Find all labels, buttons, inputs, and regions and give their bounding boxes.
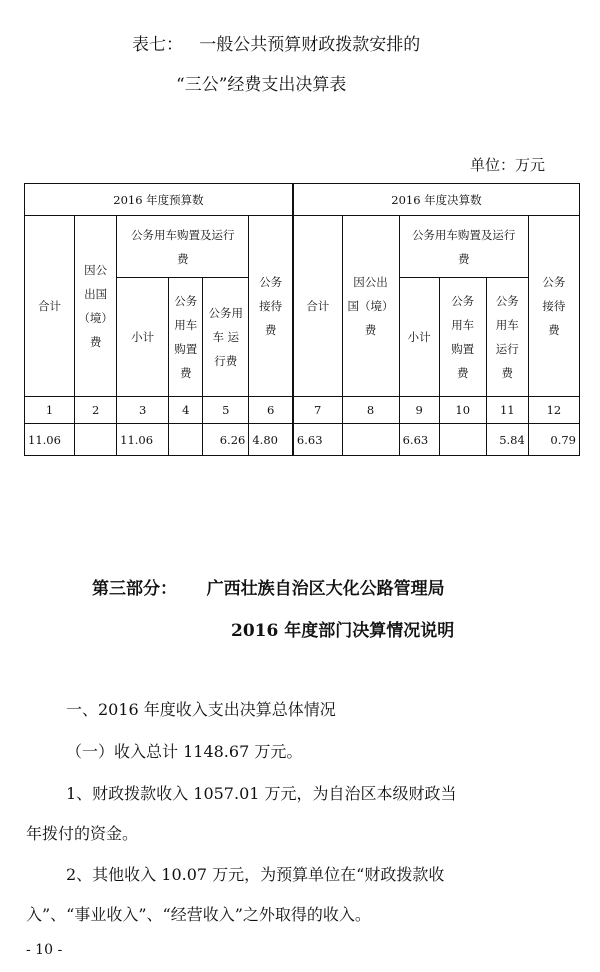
section-subtitle: 2016 年度部门决算情况说明 xyxy=(231,621,455,641)
header-abroad-final: 因公出 国（境） 费 xyxy=(342,216,399,397)
header-subtotal-budget: 小计 xyxy=(117,278,169,397)
paragraph-other-income: 2、其他收入 10.07 万元，为预算单位在“财政拨款收 xyxy=(66,865,445,884)
col-number: 11 xyxy=(486,397,528,424)
col-number: 7 xyxy=(293,397,342,424)
paragraph-heading: 一、2016 年度收入支出决算总体情况 xyxy=(66,700,336,719)
col-number: 2 xyxy=(75,397,117,424)
table-title-line2: “三公”经费支出决算表 xyxy=(176,75,347,95)
header-running-final: 公务 用车 运行 费 xyxy=(486,278,528,397)
section-title: 第三部分： 广西壮族自治区大化公路管理局 xyxy=(92,579,445,599)
header-purchase-final: 公务 用车 购置 费 xyxy=(439,278,486,397)
paragraph-fiscal-income: 1、财政拨款收入 1057.01 万元，为自治区本级财政当 xyxy=(66,784,457,803)
table-title-line1: 表七： 一般公共预算财政拨款安排的 xyxy=(132,35,421,55)
col-number: 6 xyxy=(249,397,293,424)
value-cell: 6.63 xyxy=(399,424,439,456)
col-number: 12 xyxy=(528,397,579,424)
header-reception-final: 公务 接待 费 xyxy=(528,216,579,397)
value-cell: 11.06 xyxy=(25,424,75,456)
header-total-final: 合计 xyxy=(293,216,342,397)
column-number-row xyxy=(25,397,580,424)
paragraph-fiscal-income-cont: 年拨付的资金。 xyxy=(26,824,139,843)
value-cell xyxy=(342,424,399,456)
budget-group-header: 2016 年度预算数 xyxy=(25,184,293,216)
value-cell: 6.26 xyxy=(203,424,249,456)
value-cell xyxy=(169,424,203,456)
col-number: 1 xyxy=(25,397,75,424)
header-reception-budget: 公务 接待 费 xyxy=(249,216,293,397)
header-abroad-budget: 因公 出国 （境） 费 xyxy=(75,216,117,397)
value-cell xyxy=(439,424,486,456)
col-number: 5 xyxy=(203,397,249,424)
final-group-header: 2016 年度决算数 xyxy=(293,184,580,216)
header-running-budget: 公务用 车 运 行费 xyxy=(203,278,249,397)
col-number: 3 xyxy=(117,397,169,424)
value-cell: 0.79 xyxy=(528,424,579,456)
header-vehicle-budget: 公务用车购置及运行 费 xyxy=(117,216,249,278)
col-number: 9 xyxy=(399,397,439,424)
header-total-budget: 合计 xyxy=(25,216,75,397)
page-number: - 10 - xyxy=(26,942,63,958)
header-vehicle-final: 公务用车购置及运行 费 xyxy=(399,216,528,278)
col-number: 8 xyxy=(342,397,399,424)
paragraph-income-total: （一）收入总计 1148.67 万元。 xyxy=(66,742,303,761)
value-cell: 4.80 xyxy=(249,424,293,456)
header-subtotal-final: 小计 xyxy=(399,278,439,397)
value-cell: 11.06 xyxy=(117,424,169,456)
col-number: 4 xyxy=(169,397,203,424)
value-cell: 6.63 xyxy=(293,424,342,456)
paragraph-other-income-cont: 入”、“事业收入”、“经营收入”之外取得的收入。 xyxy=(26,905,371,924)
three-public-expenses-table xyxy=(24,183,580,456)
header-purchase-budget: 公务 用车 购置 费 xyxy=(169,278,203,397)
value-row xyxy=(25,424,580,456)
col-number: 10 xyxy=(439,397,486,424)
value-cell: 5.84 xyxy=(486,424,528,456)
value-cell xyxy=(75,424,117,456)
unit-label: 单位：万元 xyxy=(470,156,546,174)
